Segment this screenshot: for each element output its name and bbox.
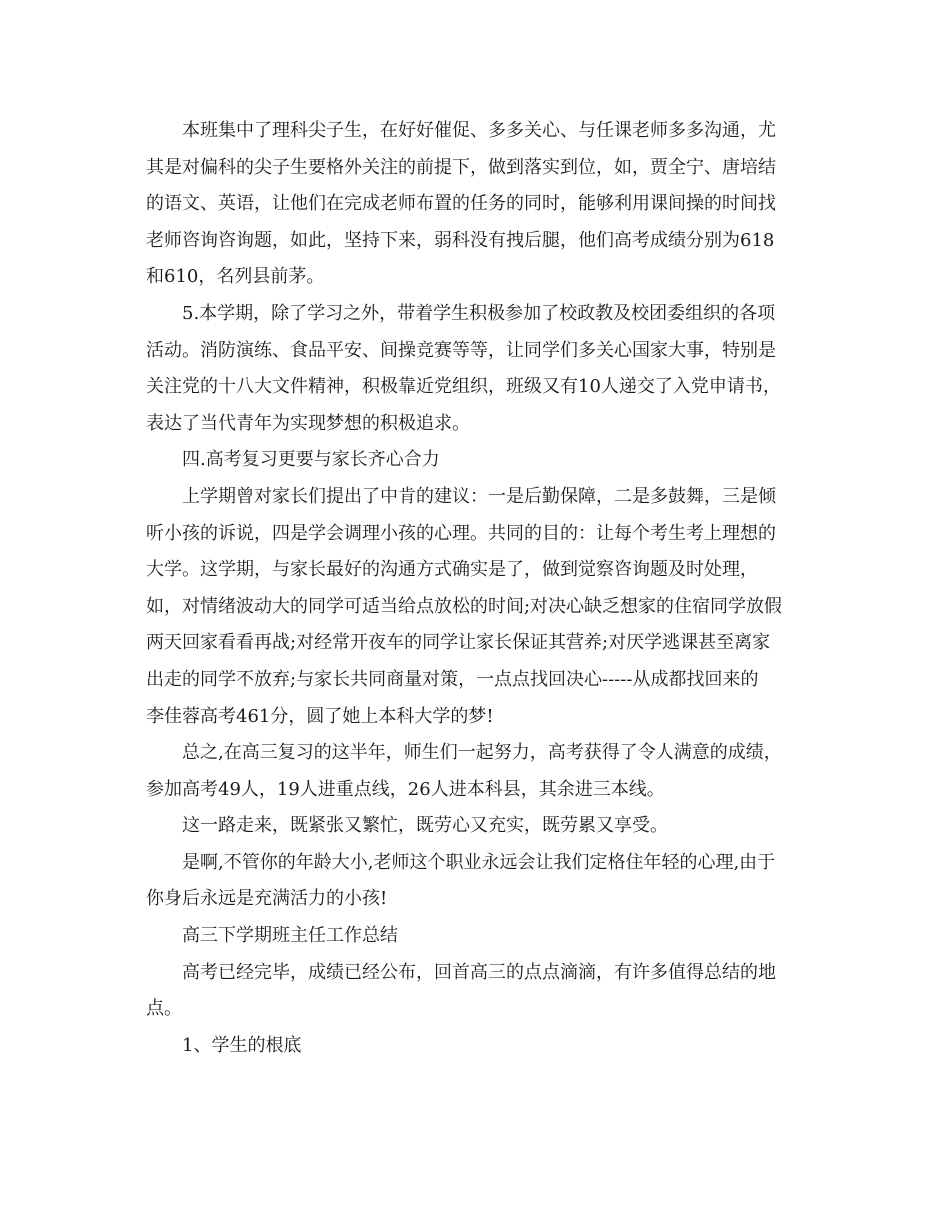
text-line: 其是对偏科的尖子生要格外关注的前提下，做到落实到位，如，贾全宁、唐培结 — [146, 156, 776, 178]
paragraph-intro — [146, 955, 806, 1028]
text-line: 总之,在高三复习的这半年，师生们一起努力，高考获得了令人满意的成绩， — [182, 742, 782, 764]
text-line: 高考已经完毕，成绩已经公布，回首高三的点点滴滴，有许多值得总结的地 — [182, 961, 776, 983]
paragraph-journey — [146, 808, 806, 845]
text-line: 活动。消防演练、食品平安、间操竞赛等等，让同学们多关心国家大事，特别是 — [146, 339, 776, 361]
text-line: 本班集中了理科尖子生，在好好催促、多多关心、与任课老师多多沟通，尤 — [182, 120, 776, 141]
text-line: 老师咨询咨询题，如此，坚持下来，弱科没有拽后腿，他们高考成绩分别为618 — [146, 229, 775, 251]
section-heading-students — [146, 1028, 806, 1065]
heading-line: 四.高考复习更要与家长齐心合力 — [182, 449, 440, 471]
text-line: 表达了当代青年为实现梦想的积极追求。 — [146, 412, 470, 434]
text-line: 是啊,不管你的年龄大小,老师这个职业永远会让我们定格住年轻的心理,由于 — [182, 851, 776, 873]
text-line: 上学期曾对家长们提出了中肯的建议：一是后勤保障，二是多鼓舞，三是倾 — [182, 485, 776, 507]
text-line: 和610，名列县前茅。 — [146, 266, 325, 288]
text-line: 5.本学期，除了学习之外，带着学生积极参加了校政教及校团委组织的各项 — [182, 302, 776, 324]
text-line: 如，对情绪波动大的同学可适当给点放松的时间;对决心缺乏想家的住宿同学放假 — [146, 595, 783, 617]
text-line: 李佳蓉高考461分，圆了她上本科大学的梦! — [146, 705, 494, 727]
text-line: 关注党的十八大文件精神，积极靠近党组织，班级又有10人递交了入党申请书， — [146, 376, 781, 398]
paragraph-reflection — [146, 845, 806, 918]
heading-line: 1、学生的根底 — [182, 1034, 302, 1056]
text-line: 听小孩的诉说，四是学会调理小孩的心理。共同的目的：让每个考生考上理想的 — [146, 522, 776, 544]
text-line: 你身后永远是充满活力的小孩! — [146, 888, 388, 910]
text-line: 点。 — [146, 998, 182, 1020]
paragraph-top-students — [146, 113, 806, 296]
section-heading-parents — [146, 442, 806, 479]
text-line: 参加高考49人，19人进重点线，26人进本科县，其余进三本线。 — [146, 778, 665, 800]
document-body — [146, 113, 806, 1064]
text-line: 两天回家看看再战;对经常开夜车的同学让家长保证其营养;对厌学逃课甚至离家 — [146, 632, 771, 654]
text-line: 大学。这学期，与家长最好的沟通方式确实是了，做到觉察咨询题及时处理， — [146, 559, 758, 581]
text-line: 的语文、英语，让他们在完成老师布置的任务的同时，能够利用课间操的时间找 — [146, 193, 776, 215]
paragraph-parents-advice — [146, 479, 806, 735]
paragraph-activities — [146, 296, 806, 442]
title-line: 高三下学期班主任工作总结 — [182, 925, 398, 947]
paragraph-summary — [146, 735, 806, 808]
document-title — [146, 918, 806, 955]
text-line: 出走的同学不放弃;与家长共同商量对策，一点点找回决心-----从成都找回来的 — [146, 668, 759, 690]
text-line: 这一路走来，既紧张又繁忙，既劳心又充实，既劳累又享受。 — [182, 815, 668, 837]
